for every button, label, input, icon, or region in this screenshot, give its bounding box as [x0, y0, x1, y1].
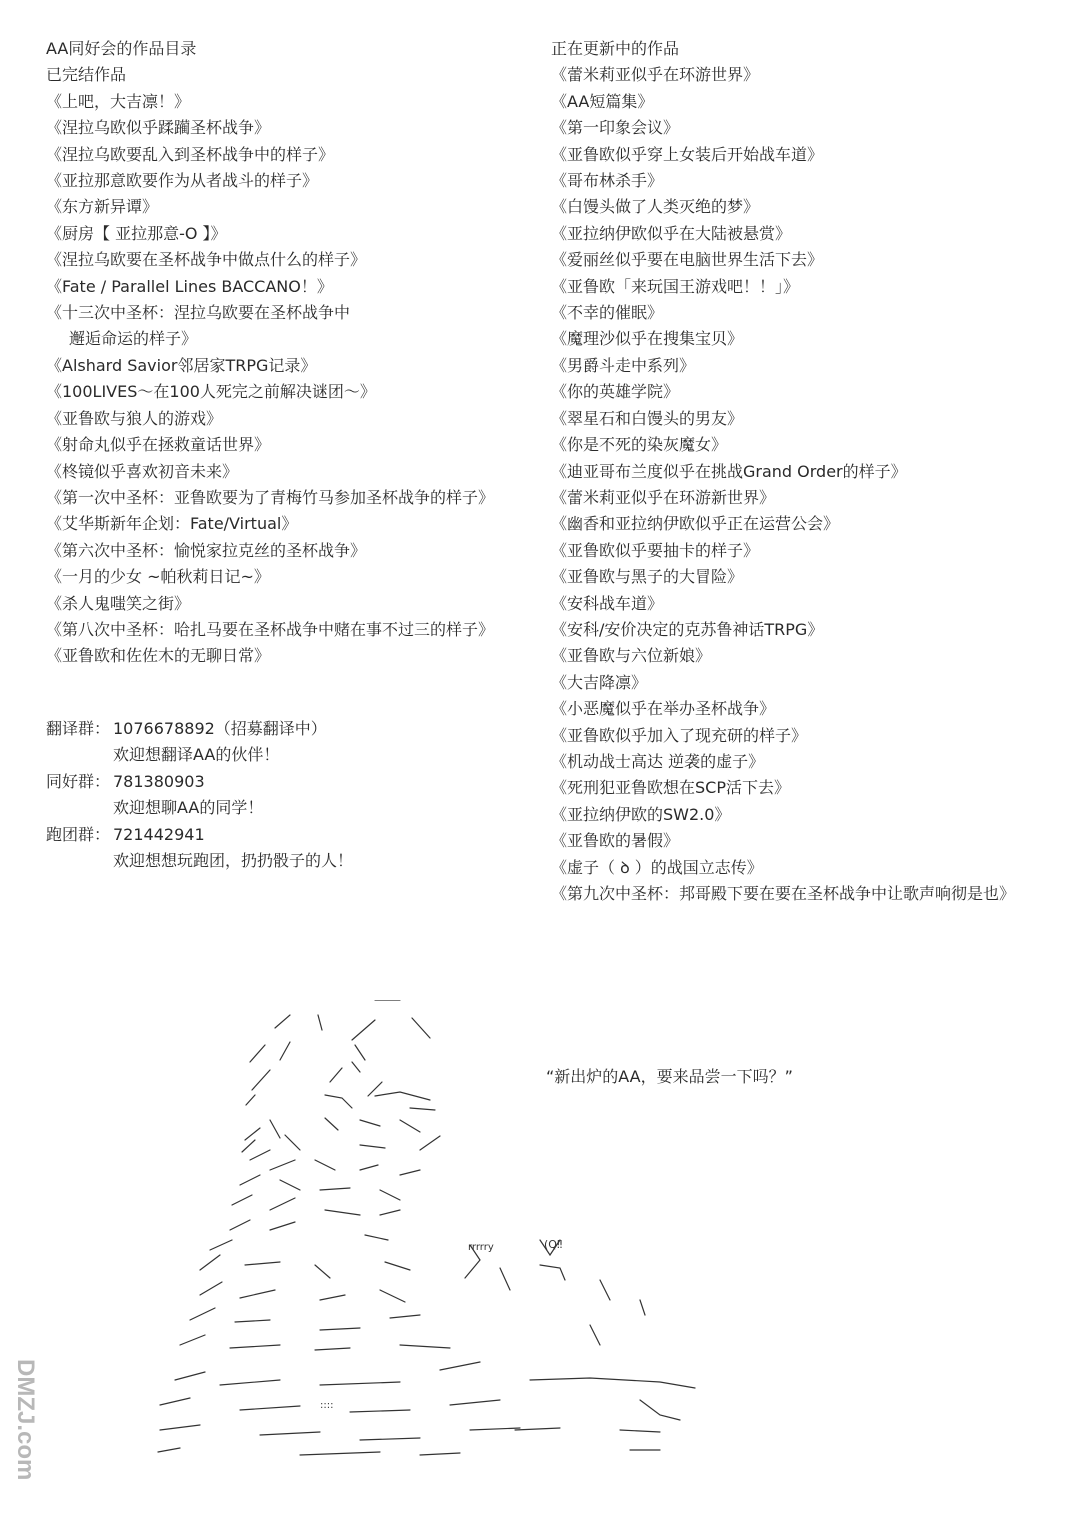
group-label: 跑团群：: [46, 824, 111, 844]
group-contacts: [46, 716, 353, 874]
list-item: 《涅拉乌欧要乱入到圣杯战争中的样子》: [46, 144, 335, 164]
group-number: 1076678892（招募翻译中）: [113, 719, 327, 738]
group-number: 721442941: [113, 824, 205, 844]
list-item: 《第八次中圣杯：哈扎马要在圣杯战争中赌在事不过三的样子》: [46, 619, 495, 639]
aa-cup: [540, 1265, 645, 1345]
aa-table: [175, 1362, 480, 1385]
list-item: 《幽香和亚拉纳伊欧似乎正在运营公会》: [551, 514, 840, 534]
aa-face: [325, 1092, 435, 1110]
list-item: 《大吉降凛》: [551, 672, 648, 692]
completed-subtitle: 已完结作品: [46, 65, 127, 85]
list-item: 《白馒头做了人类灭绝的梦》: [551, 197, 760, 217]
list-item: 《东方新异谭》: [46, 197, 159, 217]
group-label: 同好群：: [46, 771, 111, 791]
list-item: 《亚鲁欧和佐佐木的无聊日常》: [46, 646, 271, 666]
catalog-title: AA同好会的作品目录: [46, 39, 197, 58]
list-item: 《第九次中圣杯：邦哥殿下要在要在圣杯战争中让歌声响彻是也》: [551, 884, 1016, 903]
list-item: 《杀人鬼嗤笑之街》: [46, 593, 191, 613]
list-item: 《一月的少女 ~帕秋莉日记~》: [46, 567, 270, 587]
list-item: 《柊镜似乎喜欢初音未来》: [46, 461, 239, 481]
trpg-group-row: [46, 822, 353, 848]
group-number: 781380903: [113, 771, 205, 791]
aa-body-stroke: [200, 1255, 410, 1278]
list-item: 《上吧，大吉凛！》: [46, 91, 191, 111]
list-item: 《第一印象会议》: [551, 118, 680, 138]
completed-works-column: [46, 36, 526, 670]
list-item: 《Fate / Parallel Lines BACCANO！》: [46, 276, 333, 296]
aa-hair-stroke: [246, 1068, 382, 1105]
list-item: 《虚子（ ꝺ ）的战国立志传》: [551, 857, 763, 877]
list-item: 《射命丸似乎在拯救童话世界》: [46, 435, 271, 455]
ascii-art-character: [120, 1000, 720, 1470]
list-item: 《小恶魔似乎在举办圣杯战争》: [551, 699, 776, 719]
list-item: 《机动战士高达 逆袭的虚子》: [551, 751, 765, 771]
character-quote: “新出炉的AA，要来品尝一下吗？”: [546, 1067, 793, 1086]
aa-body-stroke: [232, 1195, 400, 1215]
aa-plate: [530, 1378, 695, 1420]
aa-body-stroke: [210, 1220, 388, 1250]
aa-face: [270, 1118, 420, 1150]
list-item: 《你是不死的染灰魔女》: [551, 435, 728, 455]
aa-hair-stroke: [275, 1000, 430, 1040]
completed-list: [46, 89, 526, 670]
aa-arm: [200, 1282, 405, 1302]
aa-arm: [180, 1335, 450, 1350]
list-item: 《十三次中圣杯：涅拉乌欧要在圣杯战争中: [46, 303, 351, 323]
list-item: 《亚鲁欧的暑假》: [551, 831, 680, 851]
list-item: 《AA短篇集》: [551, 91, 654, 111]
aa-table: [158, 1448, 460, 1455]
list-item: 《亚鲁欧与六位新娘》: [551, 646, 712, 666]
aa-hair-stroke: [250, 1042, 365, 1072]
list-item: 《蕾米莉亚似乎在环游新世界》: [551, 487, 776, 507]
list-item: 《艾华斯新年企划：Fate/Virtual》: [46, 514, 298, 534]
group-note: 欢迎想聊AA的同学！: [113, 798, 264, 818]
aa-text-fragment: (Q‼: [544, 1238, 563, 1251]
ongoing-works-column: [551, 36, 1051, 907]
list-item: 《安科战车道》: [551, 593, 664, 613]
list-item: 《Alshard Savior邻居家TRPG记录》: [46, 355, 317, 375]
list-item: 《涅拉乌欧要在圣杯战争中做点什么的样子》: [46, 250, 367, 270]
list-item: 《不幸的催眠》: [551, 303, 664, 323]
aa-plate: [515, 1428, 660, 1450]
list-item: 《亚拉那意欧要作为从者战斗的样子》: [46, 171, 319, 191]
list-item: 《蕾米莉亚似乎在环游世界》: [551, 65, 760, 85]
list-item: 《哥布林杀手》: [551, 171, 664, 191]
list-item: 《你的英雄学院》: [551, 382, 680, 402]
list-item: 《亚鲁欧与狼人的游戏》: [46, 408, 223, 428]
list-item: 《亚鲁欧似乎要抽卡的样子》: [551, 540, 760, 560]
list-item: 《亚拉纳伊欧的SW2.0》: [551, 804, 731, 824]
list-item: 《魔理沙似乎在搜集宝贝》: [551, 329, 744, 349]
aa-neck: [250, 1150, 420, 1175]
list-item: 《爱丽丝似乎要在电脑世界生活下去》: [551, 250, 824, 270]
group-label: 翻译群：: [46, 719, 111, 738]
group-note: 欢迎想翻译AA的伙伴！: [113, 745, 280, 765]
list-item: 《厨房【 亚拉那意-O 】》: [46, 223, 227, 243]
group-note: 欢迎想想玩跑团，扔扔骰子的人！: [113, 851, 354, 871]
list-item: 《涅拉乌欧似乎蹂躏圣杯战争》: [46, 118, 271, 138]
list-item: 《男爵斗走中系列》: [551, 355, 696, 375]
fan-group-row: [46, 769, 353, 795]
aa-text-fragment: ::::: [320, 1400, 334, 1411]
list-item: 《亚鲁欧似乎穿上女装后开始战车道》: [551, 144, 824, 164]
list-item-continuation: 邂逅命运的样子》: [69, 329, 198, 349]
list-item: 《迪亚哥布兰度似乎在挑战Grand Order的样子》: [551, 461, 907, 481]
aa-face: [242, 1128, 440, 1152]
list-item: 《亚拉纳伊欧似乎在大陆被悬赏》: [551, 223, 792, 243]
watermark-logo-icon: [12, 1359, 39, 1480]
watermark-text: DMZJ.com: [12, 1359, 39, 1481]
dmzj-watermark: [8, 1355, 42, 1505]
list-item: 《第一次中圣杯：亚鲁欧要为了青梅竹马参加圣杯战争的样子》: [46, 487, 495, 507]
list-item: 《亚鲁欧「来玩国王游戏吧！！」》: [551, 276, 800, 296]
ongoing-title: 正在更新中的作品: [551, 39, 680, 58]
list-item: 《亚鲁欧似乎加入了现充研的样子》: [551, 725, 808, 745]
list-item: 《100LIVES～在100人死完之前解决谜团～》: [46, 382, 376, 402]
list-item: 《安科/安价决定的克苏鲁神话TRPG》: [551, 619, 824, 639]
list-item: 《死刑犯亚鲁欧想在SCP活下去》: [551, 778, 790, 798]
aa-arm: [190, 1308, 420, 1330]
aa-body-stroke: [240, 1175, 400, 1200]
list-item: 《翠星石和白馒头的男友》: [551, 408, 744, 428]
aa-text-fragment: rrrrry: [468, 1242, 494, 1253]
translation-group-row: [46, 716, 353, 742]
list-item: 《第六次中圣杯：愉悦家拉克丝的圣杯战争》: [46, 540, 367, 560]
list-item: 《亚鲁欧与黑子的大冒险》: [551, 567, 744, 587]
ongoing-list: [551, 62, 1051, 907]
aa-table: [160, 1425, 520, 1440]
